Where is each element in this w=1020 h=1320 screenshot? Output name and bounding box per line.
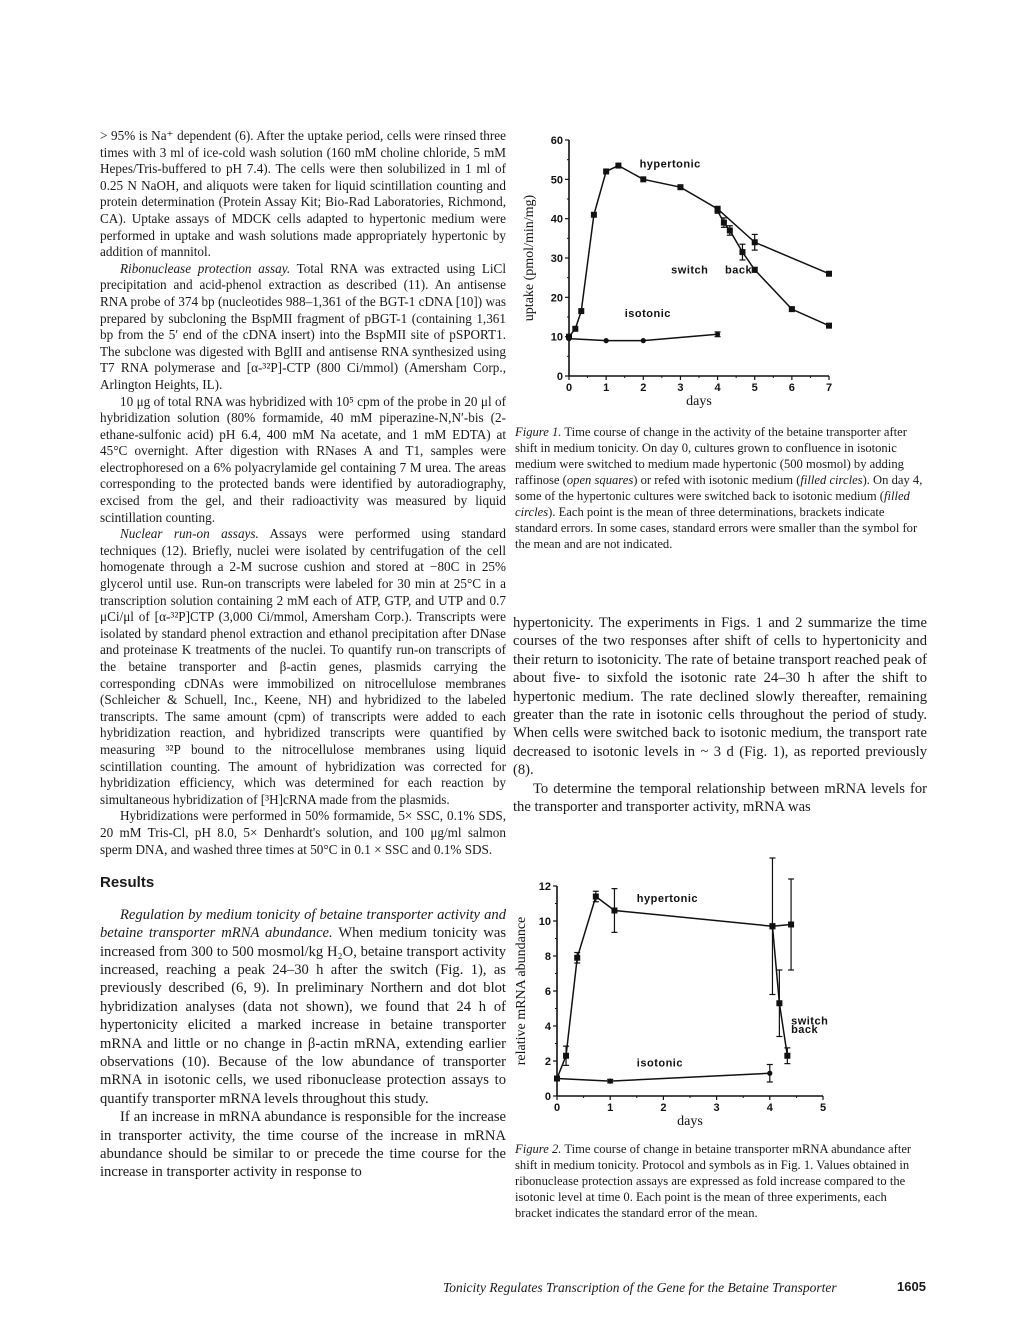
x-tick-label: 3 [713,1102,720,1114]
data-point [603,168,609,174]
data-point [578,308,584,314]
annotation-hypertonic: hypertonic [639,158,701,171]
paragraph-hybridization: 10 μg of total RNA was hybridized with 10⁵ cpm of the probe in 20 μl of hybridization solution (80% formamide, 40 mM piperazine-N,N′-bis (2-ethane-sulfonic acid) pH 6.4, 400 mM Na acetate, and 1 mM EDTA) at 45°C overnight. After digestion with RNases A and T1, samples were electrophoresed on a 6% polyacrylamide gel containing 7 M urea. The areas corresponding to the protected bands were identified by autoradiography, excised from the gel, and their radioactivity was measured by liquid scintillation counting. [100,393,506,525]
x-tick-label: 4 [766,1102,773,1114]
y-tick-label: 0 [544,1091,551,1103]
y-tick-label: 50 [550,174,563,187]
annotation-switch: switch [791,1015,829,1028]
y-tick-label: 10 [538,916,551,928]
data-point [563,1053,569,1059]
paragraph-results-regulation: Regulation by medium tonicity of betaine transporter activity and betaine transporter mRNA abundance. When medium tonicity was increased from 300 to 500 mosmol/kg H₂O, betaine transport activity increased, reaching a peak 24–30 h after the switch (Fig. 1), as previously described (6, 9). In preliminary Northern and dot blot hybridization analyses (data not shown), we found that 24 h of hypertonicity elicited a marked increase in betaine transporter mRNA and little or no change in β-actin mRNA, extending earlier observations (10). Because of the low abundance of transporter mRNA in isotonic cells, we used ribonuclease protection assays to quantify transporter mRNA levels throughout this study. [100,906,506,1107]
data-point [769,923,775,929]
data-point [574,955,580,961]
figure-label: Figure 2. [515,1142,562,1156]
x-tick-label: 2 [640,382,647,394]
x-tick-label: 1 [603,382,610,394]
data-point [593,894,599,900]
paragraph-methods-uptake: > 95% is Na⁺ dependent (6). After the uptake period, cells were rinsed three times with 3 ml of ice-cold wash solution (160 mM choline chloride, 5 mM Hepes/Tris-buffered to pH 7.4). The cells were then solubilized in 1 ml of 0.25 N NaOH, and aliquots were taken for liquid scintillation counting and protein determination (Protein Assay Kit; Bio-Rad Laboratories, Richmond, CA). Uptake assays of MDCK cells adapted to hypertonic medium were performed in uptake and wash solutions made appropriately hypertonic by addition of mannitol. [100,128,506,260]
data-point [739,249,745,255]
data-point [784,1053,790,1059]
data-point [727,227,733,233]
paragraph-nuclear-run-on: Nuclear run-on assays. Assays were performed using standard techniques (12). Briefly, nuclei were isolated by centrifugation of the cell homogenate through a 2-M sucrose cushion and stored at −80C in 25% glycerol until use. Run-on transcripts were labeled for 30 min at 25°C in a transcription solution containing 2 mM each of ATP, GTP, and UTP and 0.7 μCi/μl of [α-³²P]CTP (3,000 Ci/mmol, Amersham Corp.). Transcripts were isolated by standard phenol extraction and ethanol precipitation after DNase and proteinase K treatments of the nuclei. To quantify run-on transcripts of the betaine transporter and β-actin genes, plasmids carrying the corresponding cDNAs were immobilized on nitrocellulose membranes (Schleicher & Schuell, Inc., Keene, NH) and hybridized to the labeled transcripts. The same amount (cpm) of transcripts were added to each hybridization reaction, and hybridized transcripts were quantified by measuring ³²P bound to the nitrocellulose membranes using liquid scintillation counting. The amount of hybridization was corrected for hybridization efficiency, which was determined for each reaction by simultaneous hybridization of [³H]cRNA made from the plasmids. [100,526,507,807]
y-tick-label: 60 [550,135,563,147]
y-tick-label: 4 [544,1021,551,1033]
data-point [826,271,832,277]
x-axis-label: days [686,394,712,409]
y-tick-label: 20 [550,292,563,305]
series-line-hypertonic [557,897,791,1079]
y-tick-label: 8 [544,951,551,963]
figure-1-chart [505,125,850,415]
x-tick-label: 7 [825,382,833,394]
x-tick-label: 6 [788,382,795,394]
data-point [572,326,578,332]
x-tick-label: 0 [565,382,573,394]
section-heading-results: Results [100,874,155,892]
subsection-title: Ribonuclease protection assay. [120,260,291,276]
annotation-hypertonic: hypertonic [636,892,699,905]
y-tick-label: 12 [538,881,551,893]
x-tick-label: 1 [607,1102,614,1114]
data-point [608,1079,613,1084]
left-column [100,128,506,1182]
annotation-isotonic: isotonic [624,308,671,320]
right-column [513,614,927,816]
data-point [789,306,795,312]
annotation-back: back [791,1024,819,1036]
data-point [752,267,758,273]
data-point [715,332,720,337]
data-point [566,336,571,341]
y-tick-label: 40 [550,213,563,226]
subsection-title: Regulation by medium tonicity of betaine transporter activity and betaine transporter mRNA abundance. [100,906,506,942]
x-axis-label: days [677,1114,703,1129]
figure-2-caption: Figure 2. Time course of change in betaine transporter mRNA abundance after shift in medium tonicity. Protocol and symbols as in Fig. 1. Values obtained in ribonuclease protection assays are expressed as fold increase compared to the isotonic level at time 0. Each point is the mean of three experiments, each bracket indicates the standard error of the mean. [515,1142,912,1220]
data-point [776,1000,782,1006]
data-point [767,1071,772,1076]
data-point [615,163,621,169]
annotation-back: back [725,264,753,277]
data-point [554,1076,559,1081]
data-point [788,922,794,928]
figure-label: Figure 1. [515,425,562,439]
paragraph-rnase-protection: Ribonuclease protection assay. Total RNA was extracted using LiCl precipitation and acid-phenol extraction as described (11). An antisense RNA probe of 374 bp (nucleotides 988–1,361 of the BGT-1 cDNA [10]) was prepared by subcloning the BspMII fragment of pBGT-1 (containing 1,361 bp from the 5′ end of the cDNA insert) into the BspMII site of pSPORT1. The subclone was digested with BglII and antisense RNA synthesized using T7 RNA polymerase and [α-³²P]-CTP (800 Ci/mmol) (Amersham Corp., Arlington Heights, IL). [100,260,506,392]
data-point [752,239,758,245]
data-point [611,908,617,914]
x-tick-label: 3 [677,382,684,394]
series-line-isotonic [557,1073,770,1081]
page-number: 1605 [897,1279,926,1294]
figure-2-chart [505,850,850,1140]
y-axis-label: uptake (pmol/min/mg) [522,194,537,322]
annotation-isotonic: isotonic [636,1057,683,1070]
running-title: Tonicity Regulates Transcription of the Gene for the Betaine Transporter [443,1280,837,1295]
x-tick-label: 0 [553,1102,561,1114]
figure-1-caption: Figure 1. Time course of change in the activity of the betaine transporter after shift in medium tonicity. On day 0, cultures grown to confluence in isotonic medium were switched to medium made hypertonic (500 mosmol) by adding raffinose (open squares) or refed with isotonic medium (filled circles). On day 4, some of the hypertonic cultures were switched back to isotonic medium (filled circles). Each point is the mean of three determinations, brackets indicate standard errors. In some cases, standard errors were smaller than the symbol for the mean and are not indicated. [515,425,923,551]
data-point [826,323,832,329]
data-point [604,338,609,343]
paragraph-results-hypothesis: If an increase in mRNA abundance is responsible for the increase in transporter activity, the time course of the increase in mRNA abundance should be similar to or precede the time course for the increase in transporter activity in response to [100,1109,506,1181]
x-tick-label: 4 [714,382,721,394]
y-tick-label: 10 [550,331,563,344]
x-tick-label: 5 [819,1102,827,1114]
y-tick-label: 2 [544,1056,551,1068]
paragraph-hybridization-conditions: Hybridizations were performed in 50% formamide, 5× SSC, 0.1% SDS, 20 mM Tris-Cl, pH 8.0, 5× Denhardt's solution, and 100 μg/ml salmon sperm DNA, and washed three times at 50°C in 0.1 × SSC and 0.1% SDS. [100,808,506,857]
data-point [677,184,683,190]
data-point [591,212,597,218]
data-point [715,208,721,214]
data-point [641,338,646,343]
data-point [721,220,727,226]
paragraph-time-course: hypertonicity. The experiments in Figs. 1 and 2 summarize the time courses of the two responses after shift of cells to hypertonicity and their return to isotonicity. The rate of betaine transport reached peak of about five- to sixfold the isotonic rate 24–30 h after the shift to hypertonic medium. The rate declined slowly thereafter, remaining greater than the rate in isotonic cells throughout the period of study. When cells were switched back to isotonic medium, the transport rate decreased to isotonic levels in ~ 3 d (Fig. 1), as reported previously (8). [513,615,927,779]
y-axis-label: relative mRNA abundance [514,916,529,1066]
y-tick-label: 30 [550,253,563,265]
data-point [640,176,646,182]
annotation-switch: switch [671,264,709,277]
paragraph-temporal-relationship: To determine the temporal relationship between mRNA levels for the transporter and transporter activity, mRNA was [513,780,927,816]
y-tick-label: 6 [544,986,551,998]
x-tick-label: 5 [751,382,758,394]
x-tick-label: 2 [660,1102,667,1114]
y-tick-label: 0 [556,371,563,383]
subsection-title: Nuclear run-on assays. [120,526,259,542]
